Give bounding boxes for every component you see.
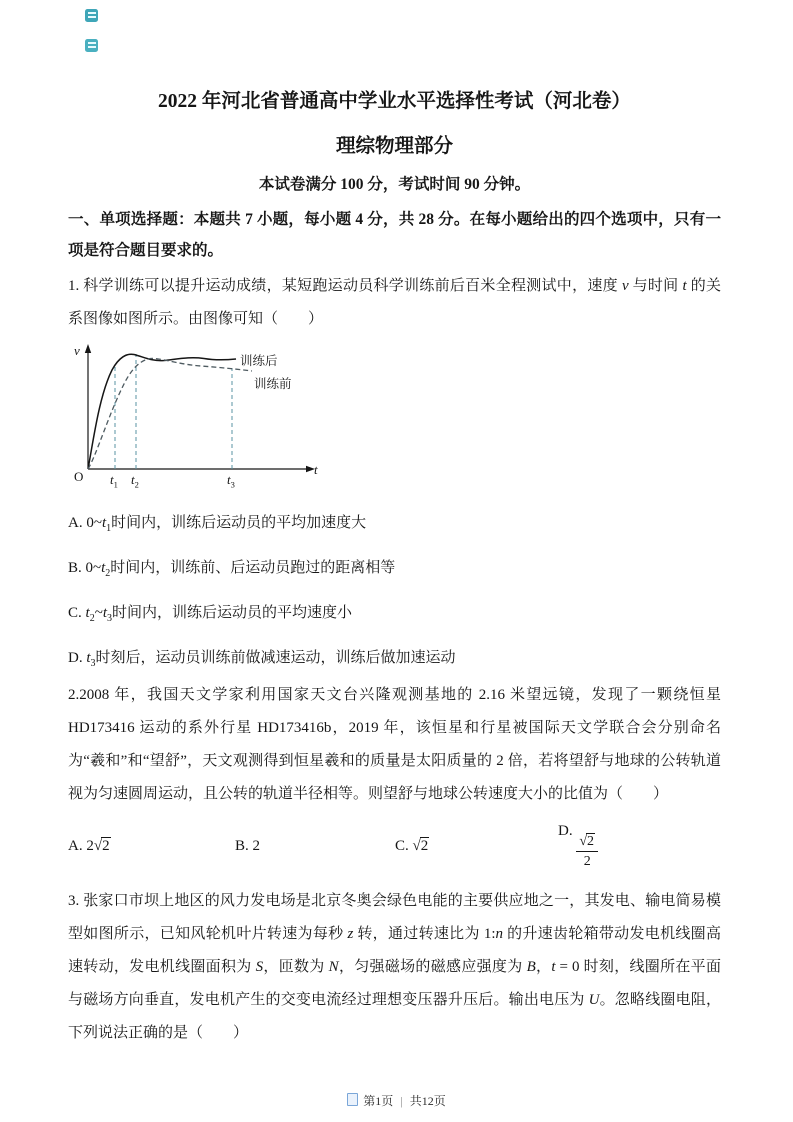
fraction-denominator: 2	[583, 854, 591, 870]
solid-curve-label: 训练后	[240, 353, 278, 368]
question-1-text: 1. 科学训练可以提升运动成绩，某短跑运动员科学训练前后百米全程测试中，速度 v 与时间 t 的关系图像如图所示。由图像可知（ ）	[68, 277, 721, 327]
option-a-sqrt	[94, 837, 111, 854]
sqrt-sign: √	[93, 838, 102, 855]
option-d-label: D.	[558, 822, 577, 839]
page-footer	[0, 1092, 793, 1109]
question-1-option-c: C. $t_2\sim t_3$时间内，训练后运动员的平均速度小	[68, 604, 352, 624]
tick-t3: $t_3$	[227, 471, 235, 490]
option-d-fraction	[576, 833, 598, 871]
footer-total-pages: 共12页	[409, 1094, 446, 1108]
question-2-option-b	[235, 838, 395, 855]
y-axis-arrow-icon	[85, 344, 91, 353]
option-b-label: B.	[235, 838, 253, 855]
section-one-heading: 一、单项选择题：本题共 7 小题，每小题 4 分，共 28 分。在每小题给出的四个选项中，只有一项是符合题目要求的。	[68, 210, 721, 259]
exam-title: 2022 年河北省普通高中学业水平选择性考试（河北卷）	[158, 91, 631, 112]
origin-label: O	[74, 468, 84, 484]
question-2-text: 2.2008 年，我国天文学家利用国家天文台兴隆观测基地的 2.16 米望远镜，发现了一颗绕恒星 HD173416 运动的系外行星 HD173416b，2019 年，该恒星和行星被国际天文学联合会分别命名为“羲和”和“望舒”，天文观测得到恒星羲和的质量是太阳质量的 2 倍，若将望舒与地球的公转轨道视为匀速圆周运动，且公转的轨道半径相等。则望舒与地球公转速度大小的比值为（ ）	[68, 686, 721, 802]
x-axis-label: t	[314, 461, 318, 477]
question-2-options	[68, 823, 721, 871]
question-1-option-a: A. $0\sim t_1$时间内，训练后运动员的平均加速度大	[68, 514, 367, 534]
question-1-figure	[68, 338, 721, 495]
question-2-option-c	[395, 838, 558, 855]
sqrt-sign: √	[579, 833, 587, 849]
y-axis-label: v	[74, 342, 80, 358]
question-2-option-a	[68, 838, 235, 855]
option-c-label: C.	[395, 838, 413, 855]
option-b-value: 2	[252, 838, 261, 855]
question-1-option-b: B. $0\sim t_2$时间内，训练前、后运动员跑过的距离相等	[68, 559, 396, 579]
sqrt-radicand: 2	[420, 838, 429, 855]
page-file-icon	[347, 1093, 358, 1106]
option-a-coefficient: 2	[86, 838, 94, 855]
velocity-time-graph	[68, 338, 324, 490]
dashed-curve-label: 训练前	[254, 376, 292, 391]
exam-note: 本试卷满分 100 分，考试时间 90 分钟。	[258, 175, 531, 193]
fraction-numerator	[576, 833, 598, 853]
sqrt-sign: √	[412, 838, 420, 855]
tick-t1: $t_1$	[110, 471, 118, 490]
footer-divider: |	[400, 1094, 403, 1108]
tick-t2: $t_2$	[131, 471, 139, 490]
exam-subtitle: 理综物理部分	[335, 136, 453, 158]
option-c-sqrt	[413, 837, 430, 854]
solid-curve-after-training	[88, 354, 236, 469]
sqrt-radicand: 2	[587, 833, 595, 849]
question-2-option-d	[558, 823, 598, 871]
question-1-option-d: D. $t_3$时刻后，运动员训练前做减速运动，训练后做加速运动	[68, 649, 456, 669]
question-3-text: 3. 张家口市坝上地区的风力发电场是北京冬奥会绿色电能的主要供应地之一，其发电、输电简易模型如图所示，已知风轮机叶片转速为每秒 z 转，通过转速比为 1:n 的升速齿轮箱带动发电机线圈高速转动，发电机线圈面积为 S，匝数为 N，匀强磁场的磁感应强度为 B，t = 0 时刻，线圈所在平面与磁场方向垂直，发电机产生的交变电流经过理想变压器升压后。输出电压为 U。忽略线圈电阻，下列说法正确的是（ ）	[68, 892, 721, 1041]
option-a-label: A.	[68, 838, 87, 855]
sqrt-radicand: 2	[102, 838, 110, 855]
dashed-curve-before-training	[88, 358, 252, 469]
footer-page-number: 第1页	[363, 1094, 394, 1108]
